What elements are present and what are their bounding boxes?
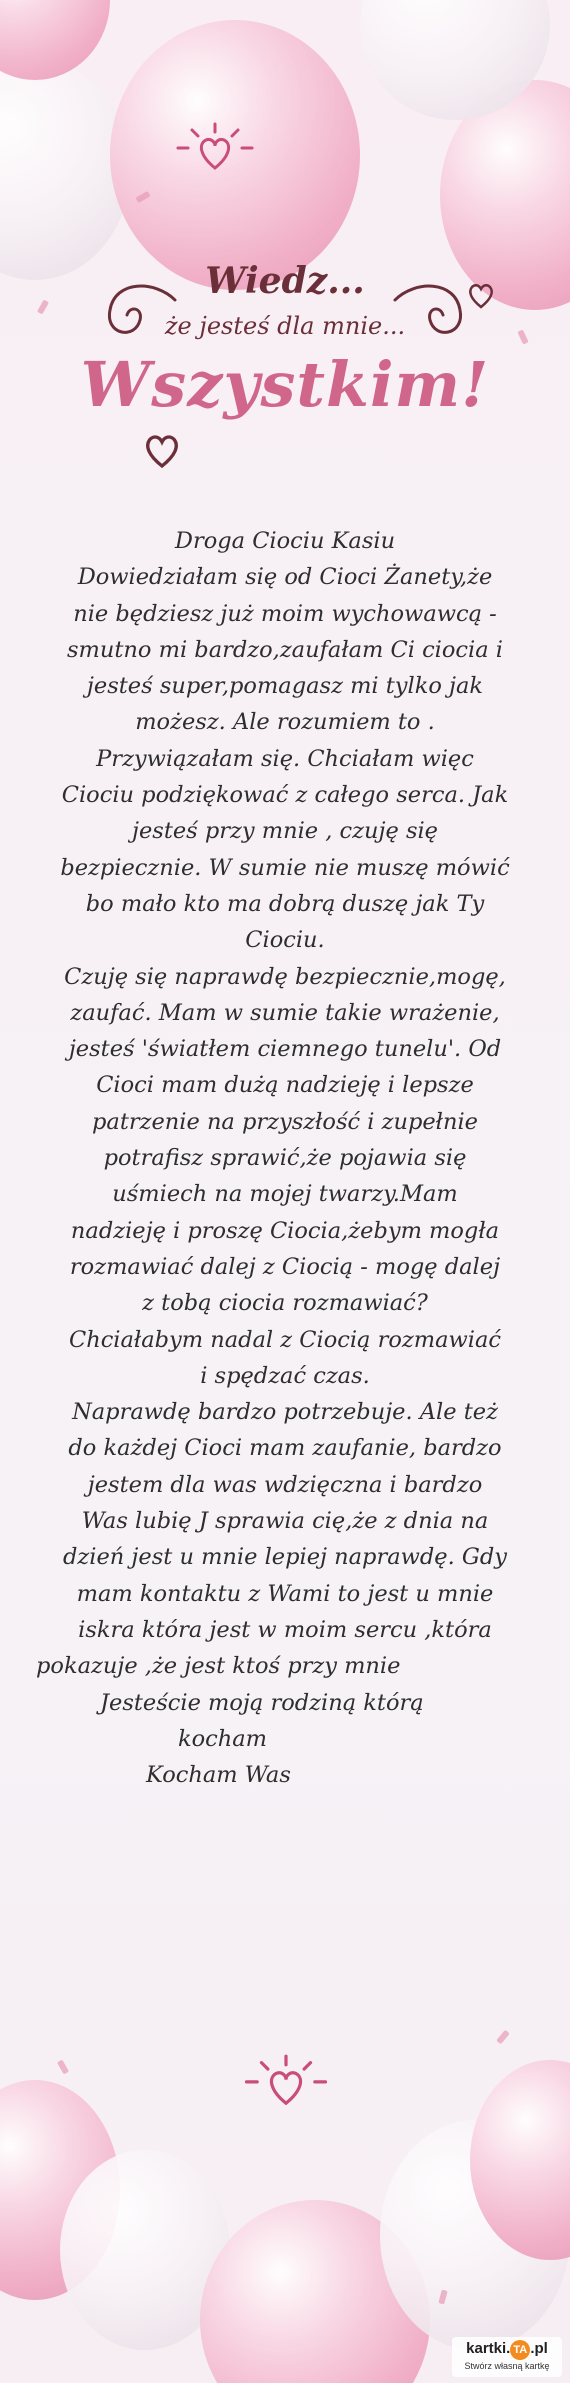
message-text [28,523,542,1793]
love-burst-icon [236,2052,336,2116]
message-line: jesteś przy mnie , czuję się [131,818,438,845]
message-line: Czuję się naprawdę bezpiecznie,mogę, [64,963,506,990]
message-line: uśmiech na mojej twarzy.Mam [112,1181,458,1208]
brand-tagline: Stwórz własną kartkę [464,2361,550,2371]
message-line: Przywiązałam się. Chciałam więc [96,745,474,772]
message-line: smutno mi bardzo,zaufałam Ci ciocia i [67,636,503,663]
message-line: potrafisz sprawić,że pojawia się [103,1145,467,1172]
brand-name-right: .pl [530,2340,548,2357]
confetti-decoration [57,2059,69,2074]
message-line: kocham [178,1725,268,1752]
message-line: Kocham Was [146,1762,291,1789]
message-line: Ciociu. [245,927,325,954]
message-line: iskra która jest w moim sercu ,która [78,1616,492,1643]
message-line: zaufać. Mam w sumie takie wrażenie, [70,999,500,1026]
message-line: mam kontaktu z Wami to jest u mnie [76,1580,494,1607]
message-line: pokazuje ,że jest ktoś przy mnie [36,1653,401,1680]
heading-line-1: Wiedz... [205,260,365,302]
message-line: bezpiecznie. W sumie nie muszę mówić [60,854,510,881]
message-line: jesteś 'światłem ciemnego tunelu'. Od [68,1036,502,1063]
card-heading [0,250,570,500]
message-line: możesz. Ale rozumiem to . [135,709,435,736]
message-line: Jesteście moją rodziną którą [100,1689,424,1716]
message-line: Chciałabym nadal z Ciocią rozmawiać [68,1326,501,1353]
message-line: i spędzać czas. [200,1362,370,1389]
love-burst-icon [170,120,260,180]
message-line: jestem dla was wdzięczna i bardzo [87,1471,483,1498]
brand-watermark[interactable] [452,2337,562,2377]
message-line: z tobą ciocia rozmawiać? [142,1290,428,1317]
heading-line-2: że jesteś dla mnie... [164,312,406,340]
message-line: Ciociu podziękować z całego serca. Jak [61,782,509,809]
message-line: nie będziesz już moim wychowawcą - [73,600,497,627]
message-line: Was lubię J sprawia cię,że z dnia na [81,1508,489,1535]
message-line: do każdej Cioci mam zaufanie, bardzo [68,1435,502,1462]
message-line: Droga Ciociu Kasiu [174,528,396,554]
heart-outline-icon [140,430,184,470]
message-line: dzień jest u mnie lepiej naprawdę. Gdy [63,1544,507,1571]
heading-line-3: Wszystkim! [80,348,490,421]
message-line: patrzenie na przyszłość i zupełnie [92,1108,478,1135]
message-line: Dowiedziałam się od Cioci Żanety,że [77,564,493,591]
message-line: Naprawdę bardzo potrzebuje. Ale też [72,1399,498,1426]
message-line: rozmawiać dalej z Ciocią - mogę dalej [69,1253,501,1280]
message-line: nadzieję i proszę Ciocia,żebym mogła [70,1217,500,1244]
message-line: Cioci mam dużą nadzieję i lepsze [96,1072,474,1099]
message-line: bo mało kto ma dobrą duszę jak Ty [85,890,485,917]
balloon-decoration [0,0,110,80]
confetti-decoration [496,2030,510,2045]
message-line: jesteś super,pomagasz mi tylko jak [86,673,484,700]
brand-badge: TA [510,2340,530,2360]
brand-name-left: kartki. [466,2340,511,2357]
